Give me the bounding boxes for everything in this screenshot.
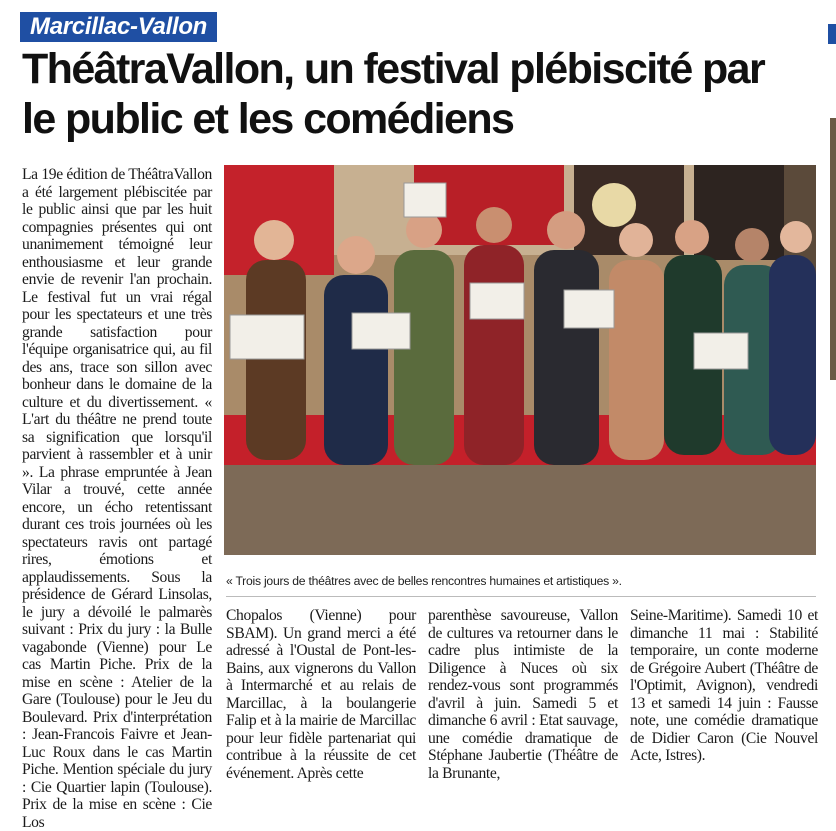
- adjacent-article-tab: [828, 24, 836, 44]
- article-column-1: La 19e édition de ThéâtraVallon a été largement plébiscitée par le public ainsi que par les huit compagnies présentes qui ont unanimement témoigné leur enthousiasme et leur grande envie de revenir l'an prochain. Le festival fut un vrai régal pour les spectateurs et une très grande satisfaction pour l'équipe organisatrice qui, au fil des ans, trace son sillon avec bonheur dans le domaine de la culture et du divertissement. « L'art du théâtre ne prend toute sa signification que lorsqu'il parvient à rassembler et à unir ». La phrase empruntée à Jean Vilar a trouvé, cette année encore, un écho retentissant durant ces trois journées où les spectateurs ravis ont partagé rires, émotions et applaudissements. Sous la présidence de Gérard Linsolas, le jury a dévoilé le palmarès suivant : Prix du jury : la Bulle vagabonde (Vienne) pour Le cas Martin Piche. Prix de la mise en scène : Atelier de la Gare (Toulouse) pour le Jeu du Boulevard. Prix d'interprétation : Jean-Francois Faivre et Jean-Luc Roux dans le cas Martin Piche. Mention spéciale du jury : Cie Quartier lapin (Toulouse). Prix de la mise en scène : Cie Los: [22, 166, 212, 831]
- article-photo: [224, 165, 816, 555]
- kicker-label: Marcillac-Vallon: [20, 12, 217, 42]
- article-column-2: Chopalos (Vienne) pour SBAM). Un grand merci a été adressé à l'Oustal de Pont-les-Bains, aux vignerons du Vallon à Intermarché et au relais de Marcillac, à la boulangerie Falip et à la mairie de Marcillac pour leur fidèle partenariat qui contribue à la réussite de cet événement. Après cette: [226, 607, 416, 782]
- group-photo-icon: [224, 165, 816, 555]
- caption-divider: [226, 596, 816, 597]
- article-column-3: parenthèse savoureuse, Vallon de cultures va retourner dans le cadre plus intimiste de la Diligence à Nuces où six rendez-vous sont programmés d'avril à juin. Samedi 5 et dimanche 6 avril : Etat sauvage, une comédie dramatique de Stéphane Jaubertie (Théâtre de la Brunante,: [428, 607, 618, 782]
- article-column-4: Seine-Maritime). Samedi 10 et dimanche 11 mai : Stabilité temporaire, un conte moderne de Grégoire Aubert (Théâtre de l'Optimit, Avignon), vendredi 13 et samedi 14 juin : Fausse note, une comédie dramatique de Didier Caron (Cie Nouvel Acte, Istres).: [630, 607, 818, 764]
- photo-caption: « Trois jours de théâtres avec de belles rencontres humaines et artistiques ».: [226, 574, 622, 588]
- headline: ThéâtraVallon, un festival plébiscité par le public et les comédiens: [22, 45, 765, 143]
- adjacent-article-photo: [830, 118, 836, 380]
